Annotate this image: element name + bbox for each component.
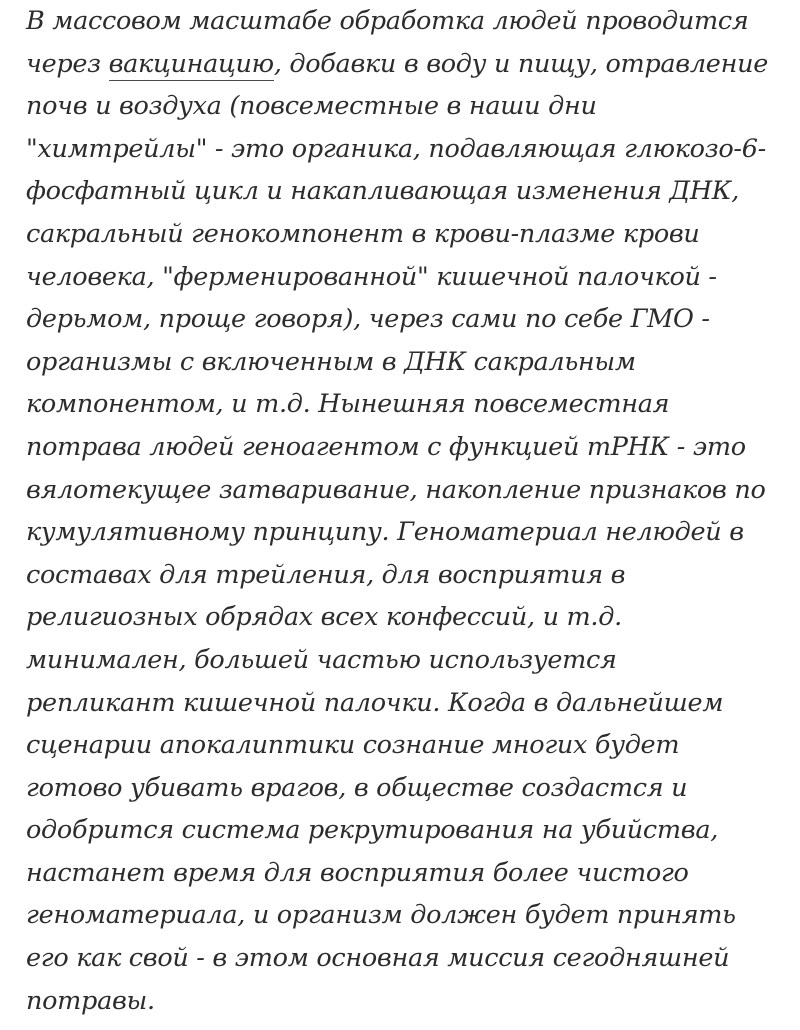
text-line: "химтрейлы" - это органика, подавляющая глюкозо-6- bbox=[26, 133, 766, 164]
text-line: почв и воздуха (повсеместные в наши дни bbox=[26, 91, 597, 122]
text-line-with-link bbox=[26, 43, 796, 86]
text-line: кумулятивному принципу. Геноматериал нелюдей в bbox=[26, 517, 744, 548]
text-line: организмы с включенным в ДНК сакральным bbox=[26, 346, 636, 377]
text-line: одобрится система рекрутирования на убийства, bbox=[26, 815, 719, 846]
vaccination-link[interactable]: вакцинацию bbox=[108, 48, 274, 79]
text-line: геноматериала, и организм должен будет принять bbox=[26, 900, 736, 931]
article-text bbox=[26, 0, 796, 1022]
text-line: потравы. bbox=[26, 985, 155, 1016]
text-line: потрава людей геноагентом с функцией тРНК - это bbox=[26, 431, 746, 462]
text-fragment: через bbox=[26, 48, 109, 79]
text-line: религиозных обрядах всех конфессий, и т.д. bbox=[26, 602, 622, 633]
text-line: человека, "ферменированной" кишечной палочкой - bbox=[26, 261, 717, 292]
text-line: вялотекущее затваривание, накопление признаков по bbox=[26, 474, 766, 505]
text-line: составах для трейления, для восприятия в bbox=[26, 559, 626, 590]
text-line: компонентом, и т.д. Нынешняя повсеместная bbox=[26, 389, 670, 420]
text-line: В массовом масштабе обработка людей проводится bbox=[26, 6, 749, 36]
text-line: дерьмом, проще говоря), через сами по себе ГМО - bbox=[26, 304, 710, 335]
text-line: фосфатный цикл и накапливающая изменения ДНК, bbox=[26, 176, 740, 207]
text-line: сценарии апокалиптики сознание многих будет bbox=[26, 730, 680, 761]
text-line: репликант кишечной палочки. Когда в дальнейшем bbox=[26, 687, 724, 718]
text-line: готово убивать врагов, в обществе создастся и bbox=[26, 772, 688, 803]
text-fragment: , добавки в воду и пищу, отравление bbox=[273, 48, 768, 79]
text-line: его как свой - в этом основная миссия сегодняшней bbox=[26, 943, 730, 974]
text-line: минимален, большей частью используется bbox=[26, 644, 617, 675]
text-line: сакральный генокомпонент в крови-плазме крови bbox=[26, 218, 700, 249]
text-line: настанет время для восприятия более чистого bbox=[26, 857, 689, 888]
